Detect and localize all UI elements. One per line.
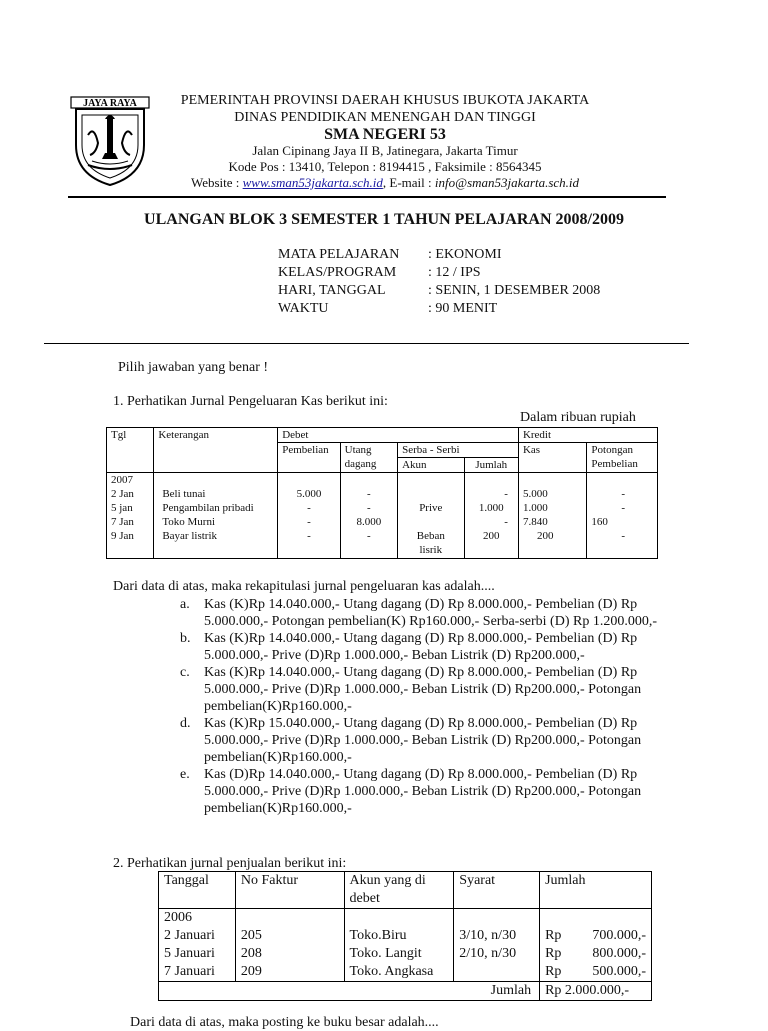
meta-key: WAKTU [278,301,329,316]
col-akun: Akun [398,458,464,473]
tgl: 5 jan [111,502,133,514]
ket: Toko Murni [162,516,216,528]
instruction: Pilih jawaban yang benar ! [118,360,269,375]
col-potongan: Potongan Pembelian [587,443,658,473]
faktur: 209 [240,964,262,979]
meta-key: HARI, TANGGAL [278,283,386,298]
kas: 5.000 [522,488,548,500]
meta-key: MATA PELAJARAN [278,247,400,262]
syarat [459,963,534,981]
akun [402,487,459,501]
tanggal-cell [159,909,236,982]
section-divider [44,343,689,344]
rp: Rp [545,964,562,979]
col-akun-debet: Akun yang di debet [344,872,454,909]
school-name: SMA NEGERI 53 [324,126,446,143]
meta-row [278,282,600,300]
col-tgl: Tgl [107,428,154,473]
col-serba-serbi: Serba - Serbi [398,443,519,458]
jumlah-line [545,945,646,963]
pembelian: 5.000 [296,488,322,500]
year: 2006 [164,910,192,925]
akun: Toko. Angkasa [349,964,434,979]
option-d[interactable] [180,715,660,766]
website-label: Website : [190,175,243,190]
jumlah: 700.000,- [592,928,646,943]
syarat: 3/10, n/30 [459,928,517,943]
option-text: Kas (K)Rp 14.040.000,- Utang dagang (D) Rp 8.000.000,- Pembelian (D) Rp 5.000.000,- Prive (D)Rp 1.000.000,- Beban Listrik (D) Rp200.000,- Potongan pembelian(K)Rp160.000,- [204,665,642,714]
col-keterangan: Keterangan [154,428,278,473]
school-address: Jalan Cipinang Jaya II B, Jatinegara, Jakarta Timur [252,143,518,158]
year: 2007 [111,474,133,486]
potongan: - [621,502,626,514]
utang-cell [340,473,397,559]
rp: Rp [545,946,562,961]
sales-journal [158,871,652,1001]
option-text: Kas (K)Rp 14.040.000,- Utang dagang (D) Rp 8.000.000,- Pembelian (D) Rp 5.000.000,- Potongan pembelian(K) Rp160.000,- Serba-serbi (D) Rp 1.200.000,- [204,597,657,629]
tgl-cell [107,473,154,559]
tanggal: 7 Januari [164,964,215,979]
jumlah-line [545,927,646,945]
q2-question: Dari data di atas, maka posting ke buku besar adalah.... [130,1015,439,1030]
q1-options [180,596,660,817]
syarat-cell [454,909,540,982]
cash-disbursement-journal [106,427,658,559]
col-jumlah: Jumlah [464,458,518,473]
utang: - [367,488,371,500]
col-syarat: Syarat [454,872,540,909]
option-a[interactable] [180,596,660,630]
option-text: Kas (K)Rp 14.040.000,- Utang dagang (D) Rp 8.000.000,- Pembelian (D) Rp 5.000.000,- Prive (D)Rp 1.000.000,- Beban Listrik (D) Rp200.000,- [204,631,638,663]
jumlah-cell [464,473,518,559]
option-label: b. [180,631,191,646]
tgl: 9 Jan [111,530,134,542]
syarat: 2/10, n/30 [459,946,517,961]
col-kas: Kas [518,443,586,473]
option-text: Kas (K)Rp 15.040.000,- Utang dagang (D) Rp 8.000.000,- Pembelian (D) Rp 5.000.000,- Prive (D)Rp 1.000.000,- Beban Listrik (D) Rp200.000,- Potongan pembelian(K)Rp160.000,- [204,716,642,765]
q1-text: 1. Perhatikan Jurnal Pengeluaran Kas berikut ini: [113,394,388,409]
utang: 8.000 [356,516,382,528]
ket: Pengambilan pribadi [162,502,254,514]
pembelian: - [307,502,311,514]
jumlah-line [545,963,646,981]
total-value: Rp 2.000.000,- [540,982,652,1001]
option-e[interactable] [180,766,660,817]
akun: Beban lisrik [416,530,445,556]
tanggal: 5 Januari [164,946,215,961]
jumlah: 500.000,- [592,964,646,979]
letterhead-divider [68,196,666,198]
logo-text: JAYA RAYA [83,98,137,109]
option-c[interactable] [180,664,660,715]
website-link[interactable]: www.sman53jakarta.sch.id [242,175,383,190]
ket-cell [154,473,278,559]
exam-title: ULANGAN BLOK 3 SEMESTER 1 TAHUN PELAJARAN 2008/2009 [144,211,624,228]
total-row [159,982,652,1001]
option-label: d. [180,716,191,731]
akun-cell [398,473,464,559]
q1-unit-note: Dalam ribuan rupiah [520,410,636,425]
jumlah: 800.000,- [592,946,646,961]
utang: - [367,502,371,514]
letterhead [150,92,620,191]
meta-value: : EKONOMI [428,247,502,262]
option-label: e. [180,767,190,782]
web-email-line [150,175,620,191]
kas: 7.840 [522,516,548,528]
gov-line: PEMERINTAH PROVINSI DAERAH KHUSUS IBUKOTA JAKARTA [180,93,590,108]
email-label: , E-mail : [382,175,435,190]
option-text: Kas (D)Rp 14.040.000,- Utang dagang (D) Rp 8.000.000,- Pembelian (D) Rp 5.000.000,- Prive (D)Rp 1.000.000,- Beban Listrik (D) Rp200.000,- Potongan pembelian(K)Rp160.000,- [204,767,642,816]
meta-key: KELAS/PROGRAM [278,265,397,280]
kas: 1.000 [522,502,548,514]
potongan: - [621,530,626,542]
kas: 200 [536,530,554,542]
meta-row [278,264,600,282]
ket: Beli tunai [162,488,206,500]
school-contact: Kode Pos : 13410, Telepon : 8194415 , Faksimile : 8564345 [228,159,542,174]
table-row [107,473,658,559]
table-row [159,909,652,982]
pembelian: - [307,516,311,528]
dept-line: DINAS PENDIDIKAN MENENGAH DAN TINGGI [234,110,536,125]
jumlah-cell [540,909,652,982]
exam-meta [278,246,600,318]
pembelian-cell [278,473,340,559]
tgl: 2 Jan [111,488,134,500]
option-b[interactable] [180,630,660,664]
meta-value: : SENIN, 1 DESEMBER 2008 [428,283,601,298]
jumlah: 200 [482,530,500,542]
ket: Bayar listrik [162,530,218,542]
q2-text: 2. Perhatikan jurnal penjualan berikut ini: [113,856,347,871]
col-utang-dagang: Utang dagang [340,443,397,473]
col-kredit: Kredit [518,428,657,443]
faktur-cell [235,909,344,982]
akun: Toko. Langit [349,946,422,961]
akun: Toko.Biru [349,928,407,943]
col-debet: Debet [278,428,519,443]
utang: - [367,530,371,542]
jumlah: 1.000 [478,502,504,514]
meta-value: : 12 / IPS [428,265,481,280]
option-label: a. [180,597,190,612]
kas-cell [518,473,586,559]
tgl: 7 Jan [111,516,134,528]
option-label: c. [180,665,190,680]
col-jumlah: Jumlah [540,872,652,909]
potongan: 160 [591,516,608,528]
col-no-faktur: No Faktur [235,872,344,909]
faktur: 208 [240,946,262,961]
meta-row [278,246,600,264]
akun [402,515,459,529]
akun: Prive [419,502,443,514]
jumlah: - [504,488,508,500]
col-tanggal: Tanggal [159,872,236,909]
faktur: 205 [240,928,262,943]
email-address: info@sman53jakarta.sch.id [434,175,580,190]
akun-cell [344,909,454,982]
tanggal: 2 Januari [164,928,215,943]
potongan-cell [587,473,658,559]
rp: Rp [545,928,562,943]
col-pembelian: Pembelian [278,443,340,473]
jumlah: - [504,516,508,528]
meta-value: : 90 MENIT [428,301,498,316]
jaya-raya-logo [68,95,152,187]
q1-question: Dari data di atas, maka rekapitulasi jurnal pengeluaran kas adalah.... [113,579,495,594]
meta-row [278,300,600,318]
potongan: - [621,488,626,500]
total-label: Jumlah [159,982,540,1001]
pembelian: - [307,530,311,542]
